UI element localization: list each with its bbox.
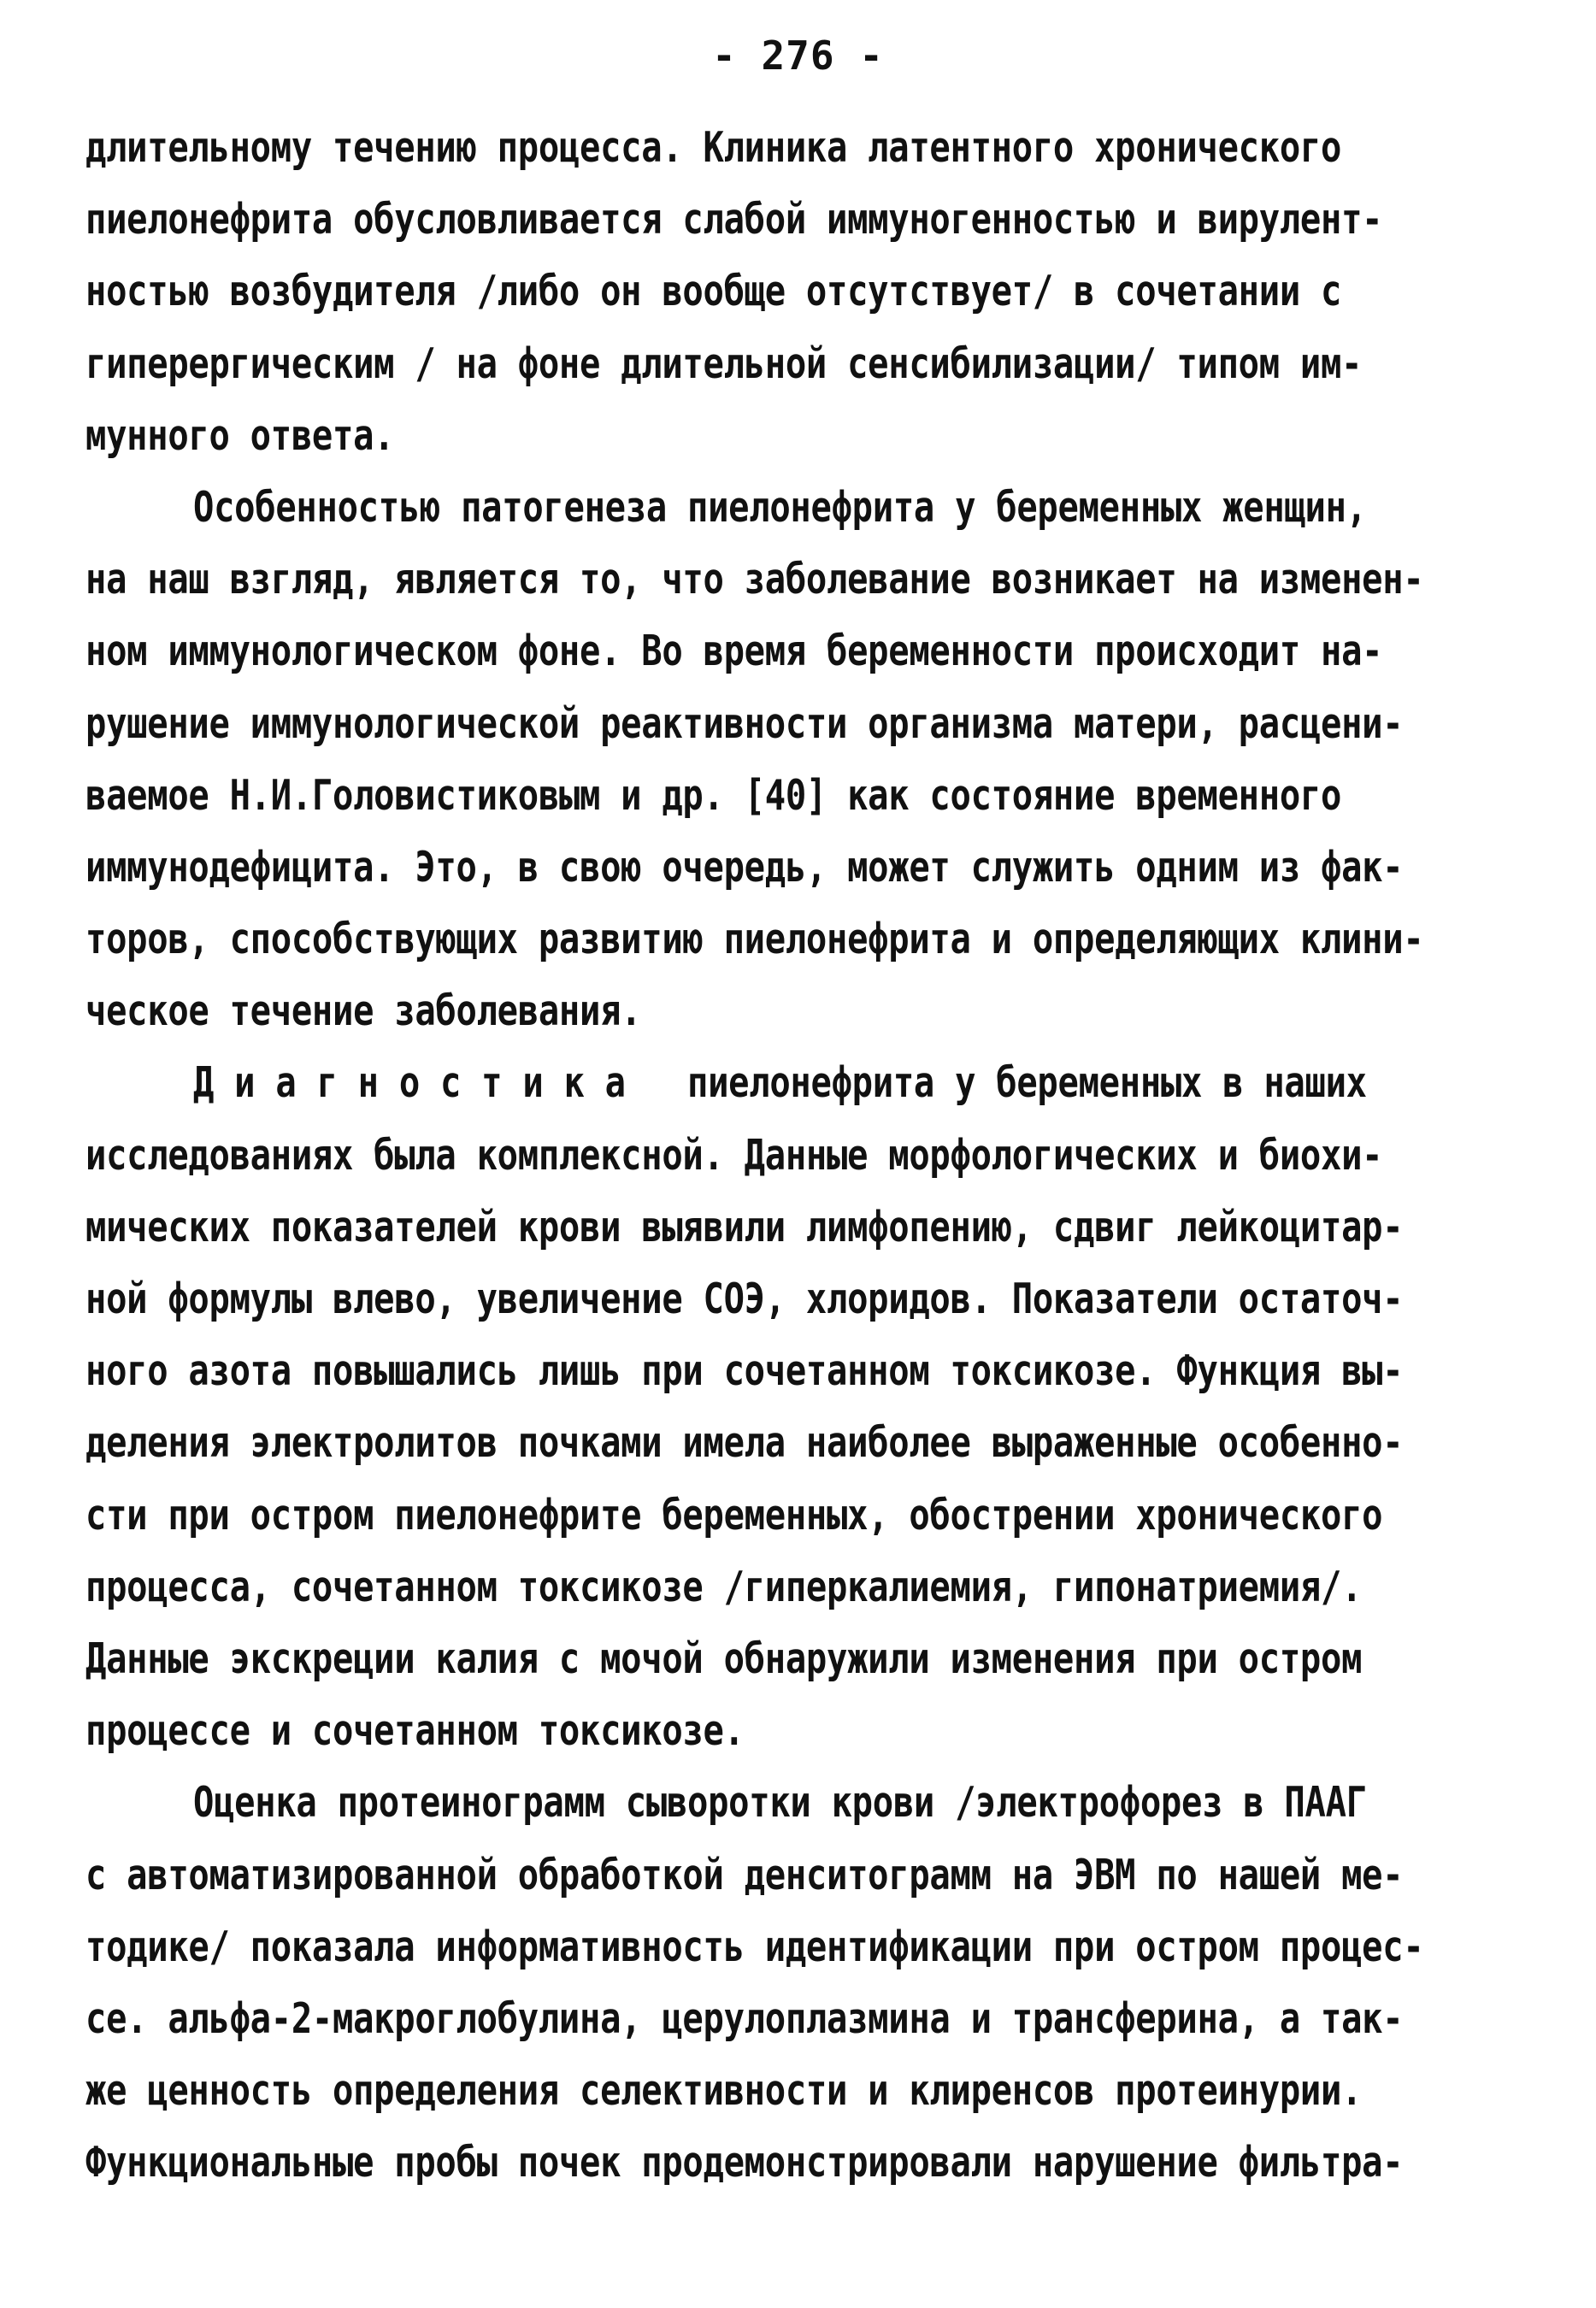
- paragraph-4: [85, 1766, 1522, 2198]
- text-line: с автоматизированной обработкой денситограмм на ЭВМ по нашей ме-: [85, 1849, 1404, 1899]
- text-body: [85, 111, 1522, 2198]
- text-line: сти при остром пиелонефрите беременных, обострении хронического: [85, 1489, 1383, 1540]
- text-line: ностью возбудителя /либо он вообще отсутствует/ в сочетании с: [85, 266, 1342, 316]
- text-line: иммунодефицита. Это, в свою очередь, может служить одним из фак-: [85, 842, 1404, 892]
- text-line: Оценка протеинограмм сыворотки крови /электрофорез в ПААГ: [193, 1777, 1367, 1828]
- text-line: процесса, сочетанном токсикозе /гиперкалиемия, гипонатриемия/.: [85, 1561, 1363, 1611]
- text-line: ваемое Н.И.Головистиковым и др. [40] как состояние временного: [85, 769, 1342, 820]
- text-line: ной формулы влево, увеличение СОЭ, хлоридов. Показатели остаточ-: [85, 1274, 1404, 1323]
- text-line: се. альфа-2-макроглобулина, церулоплазмина и трансферина, а так-: [85, 1993, 1404, 2043]
- text-line: процессе и сочетанном токсикозе.: [85, 1705, 745, 1755]
- paragraph-3: [85, 1046, 1522, 1766]
- text-line: ческое течение заболевания.: [85, 986, 642, 1036]
- text-line: длительному течению процесса. Клиника латентного хронического: [85, 122, 1342, 172]
- text-line: Особенностью патогенеза пиелонефрита у беременных женщин,: [193, 482, 1367, 532]
- text-line: Данные экскреции калия с мочой обнаружили изменения при остром: [85, 1634, 1363, 1683]
- paragraph-2: [85, 471, 1522, 1047]
- text-line: деления электролитов почками имела наиболее выраженные особенно-: [85, 1417, 1404, 1468]
- text-line: ного азота повышались лишь при сочетанном токсикозе. Функция вы-: [85, 1345, 1404, 1395]
- text-line: Д и а г н о с т и к а пиелонефрита у беременных в наших: [193, 1057, 1367, 1108]
- text-line: гиперергическим / на фоне длительной сенсибилизации/ типом им-: [85, 338, 1363, 388]
- text-line: мических показателей крови выявили лимфопению, сдвиг лейкоцитар-: [85, 1201, 1404, 1251]
- text-line: на наш взгляд, является то, что заболевание возникает на изменен-: [85, 554, 1424, 603]
- text-line: мунного ответа.: [85, 409, 395, 460]
- text-line: исследованиях была комплексной. Данные морфологических и биохи-: [85, 1129, 1383, 1180]
- text-line: торов, способствующих развитию пиелонефрита и определяющих клини-: [85, 914, 1424, 963]
- page-number: - 276 -: [712, 32, 884, 79]
- text-line: тодике/ показала информативность идентификации при остром процес-: [85, 1921, 1424, 1971]
- text-line: пиелонефрита обусловливается слабой иммуногенностью и вирулент-: [85, 194, 1383, 244]
- text-line: ном иммунологическом фоне. Во время беременности происходит на-: [85, 626, 1383, 676]
- text-line: Функциональные пробы почек продемонстрировали нарушение фильтра-: [85, 2137, 1404, 2187]
- text-line: рушение иммунологической реактивности организма матери, расцени-: [85, 698, 1404, 748]
- text-line: же ценность определения селективности и клиренсов протеинурии.: [85, 2065, 1363, 2115]
- paragraph-1: [85, 111, 1522, 471]
